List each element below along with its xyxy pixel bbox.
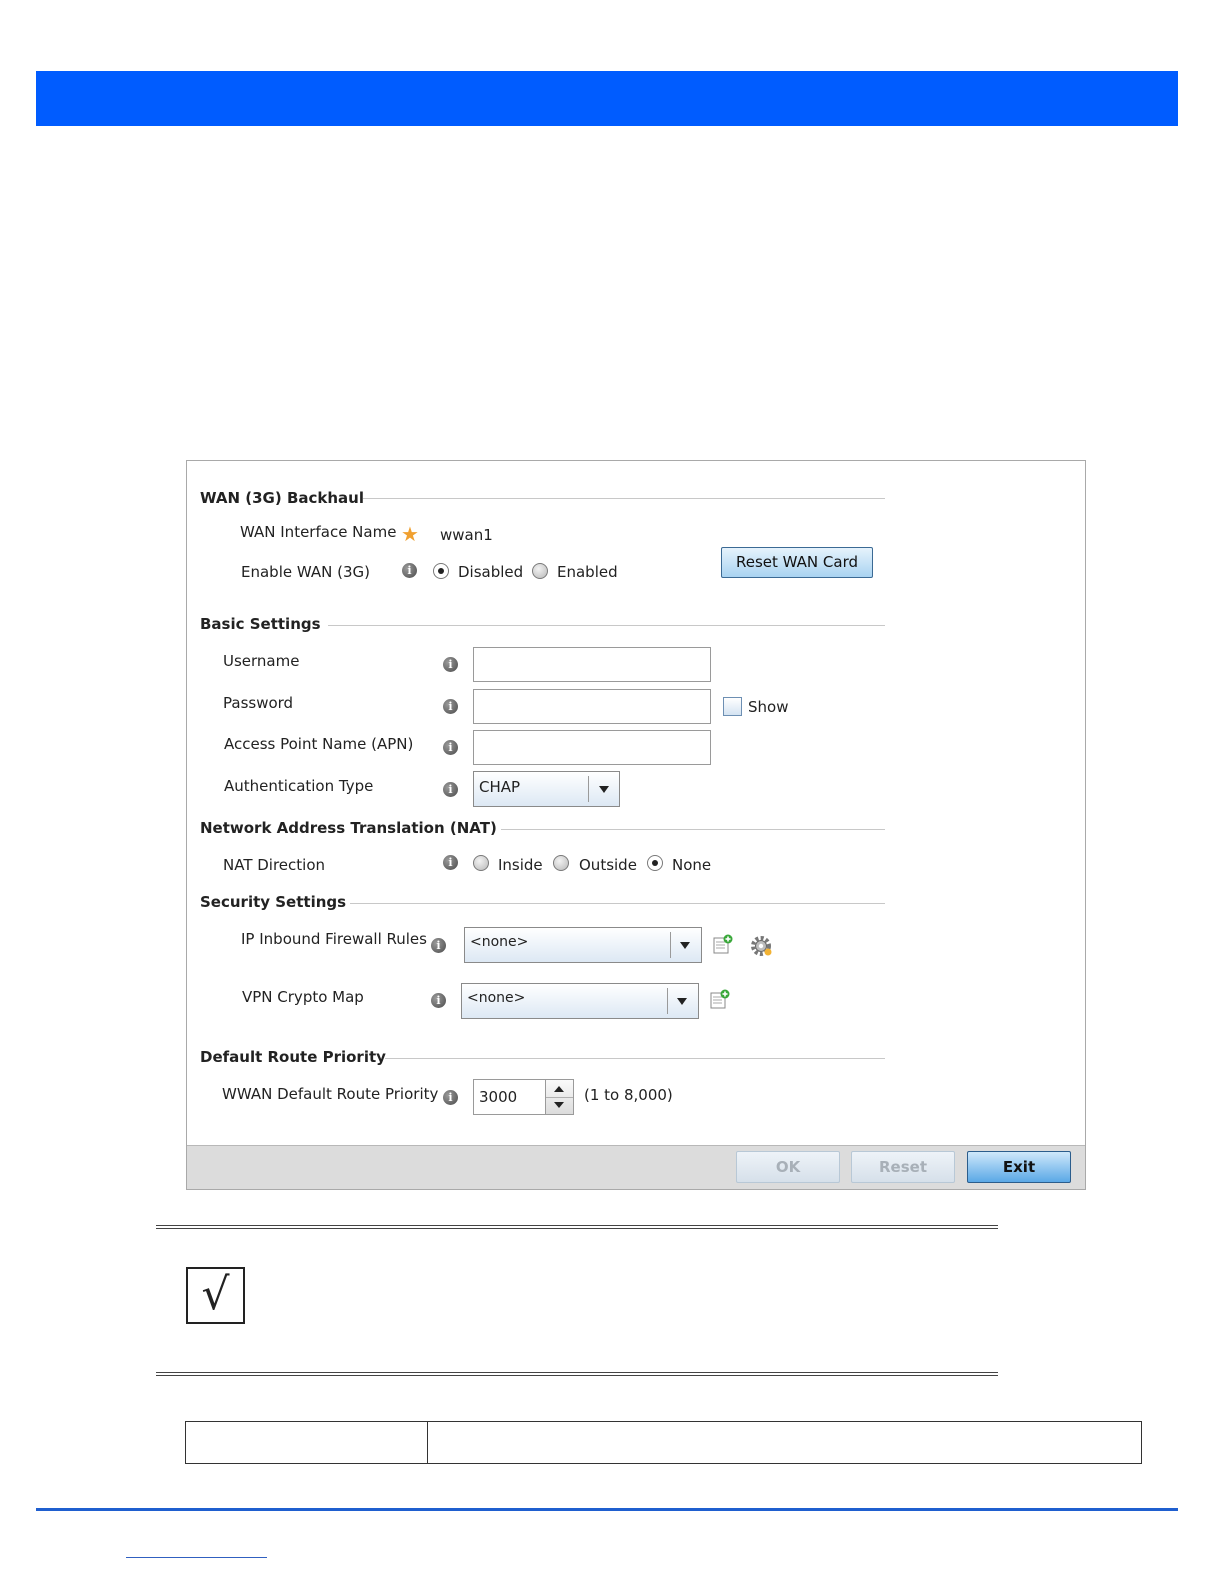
username-input[interactable] (473, 647, 711, 682)
add-new-icon[interactable] (710, 989, 730, 1009)
info-icon[interactable]: i (443, 657, 458, 672)
table-column-divider (427, 1422, 428, 1463)
ip-inbound-firewall-rules-label: IP Inbound Firewall Rules (241, 930, 427, 948)
nat-outside-radio[interactable] (553, 855, 569, 871)
nat-inside-label: Inside (498, 856, 543, 874)
gear-icon[interactable] (749, 934, 773, 958)
note-check-icon: √ (186, 1267, 245, 1324)
enable-wan-enabled-label: Enabled (557, 563, 618, 581)
info-icon[interactable]: i (402, 563, 417, 578)
nat-inside-radio[interactable] (473, 855, 489, 871)
spin-down-icon[interactable] (554, 1102, 564, 1108)
section-divider (328, 625, 885, 626)
reset-button[interactable]: Reset (851, 1151, 955, 1183)
note-rule-bottom (156, 1372, 998, 1376)
authentication-type-label: Authentication Type (224, 777, 374, 795)
chevron-down-icon (599, 786, 609, 793)
apn-label: Access Point Name (APN) (224, 735, 414, 753)
wwan-default-route-priority-value: 3000 (479, 1088, 518, 1106)
ip-inbound-firewall-rules-select[interactable] (464, 927, 702, 963)
priority-range-hint: (1 to 8,000) (584, 1086, 673, 1104)
info-icon[interactable]: i (443, 699, 458, 714)
wan-interface-name-label: WAN Interface Name (240, 523, 397, 541)
wan-interface-name-value: wwan1 (440, 526, 493, 544)
authentication-type-select[interactable] (473, 771, 620, 807)
enable-wan-label: Enable WAN (3G) (241, 563, 370, 581)
note-rule-top (156, 1225, 998, 1229)
section-divider (385, 1058, 885, 1059)
show-password-checkbox[interactable] (723, 697, 742, 716)
info-icon[interactable]: i (431, 993, 446, 1008)
wwan-default-route-priority-label: WWAN Default Route Priority (222, 1085, 439, 1103)
info-icon[interactable]: i (443, 782, 458, 797)
chevron-down-icon (677, 998, 687, 1005)
section-title-nat: Network Address Translation (NAT) (200, 819, 497, 837)
ip-inbound-firewall-rules-value: <none> (470, 934, 529, 950)
enable-wan-enabled-radio[interactable] (532, 563, 548, 579)
section-title-security: Security Settings (200, 893, 347, 911)
ok-button[interactable]: OK (736, 1151, 840, 1183)
enable-wan-disabled-label: Disabled (458, 563, 524, 581)
nat-none-label: None (672, 856, 712, 874)
vpn-crypto-map-label: VPN Crypto Map (242, 988, 364, 1006)
section-divider (350, 903, 885, 904)
vpn-crypto-map-value: <none> (467, 990, 526, 1006)
info-icon[interactable]: i (443, 740, 458, 755)
wan-3g-dialog (186, 460, 1086, 1190)
nat-none-radio[interactable] (647, 855, 663, 871)
chevron-down-icon (680, 942, 690, 949)
section-title-wan-backhaul: WAN (3G) Backhaul (200, 489, 364, 507)
footer-rule (36, 1508, 1178, 1511)
section-title-default-route: Default Route Priority (200, 1048, 386, 1066)
password-label: Password (223, 694, 294, 712)
dialog-footer (187, 1145, 1085, 1189)
exit-button[interactable]: Exit (967, 1151, 1071, 1183)
enable-wan-disabled-radio[interactable] (433, 563, 449, 579)
header-banner (36, 71, 1178, 126)
wwan-default-route-priority-stepper[interactable] (473, 1079, 574, 1115)
vpn-crypto-map-select[interactable] (461, 983, 699, 1019)
section-divider (501, 829, 885, 830)
section-divider (363, 498, 885, 499)
required-star-icon: ★ (401, 522, 419, 546)
page-link[interactable] (126, 1557, 267, 1558)
reset-wan-card-button[interactable]: Reset WAN Card (721, 547, 873, 578)
info-icon[interactable]: i (443, 855, 458, 870)
info-icon[interactable]: i (431, 938, 446, 953)
parameter-table (185, 1421, 1142, 1464)
nat-direction-label: NAT Direction (223, 856, 326, 874)
spin-up-icon[interactable] (554, 1086, 564, 1092)
password-input[interactable] (473, 689, 711, 724)
apn-input[interactable] (473, 730, 711, 765)
authentication-type-value: CHAP (479, 778, 521, 796)
show-password-label: Show (748, 698, 789, 716)
username-label: Username (223, 652, 300, 670)
add-new-icon[interactable] (713, 934, 733, 954)
info-icon[interactable]: i (443, 1090, 458, 1105)
section-title-basic-settings: Basic Settings (200, 615, 321, 633)
nat-outside-label: Outside (579, 856, 637, 874)
